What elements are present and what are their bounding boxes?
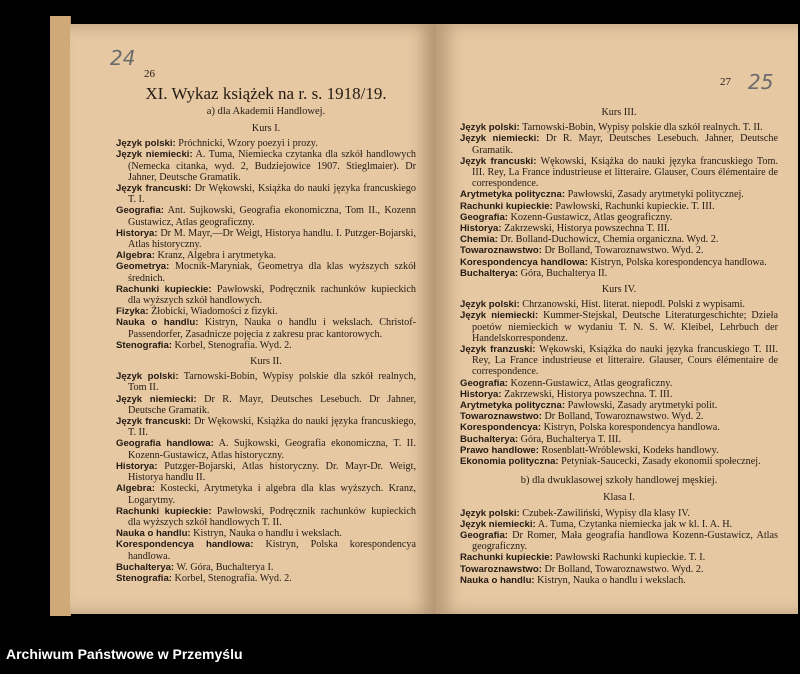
klasa-entry-list: [460, 508, 778, 586]
book-title: Kozenn-Gustawicz, Atlas geograficzny.: [510, 377, 673, 389]
book-title: Czubek-Zawiliński, Wypisy dla klasy IV.: [522, 507, 690, 519]
subject-label: Fizyka:: [116, 306, 149, 318]
subject-label: Język polski:: [116, 138, 176, 150]
subject-label: Język niemiecki:: [460, 133, 540, 145]
book-title: Dr Wękowski, Książka do nauki języka francuskiego T. I.: [128, 183, 416, 206]
subject-label: Towaroznawstwo:: [460, 245, 542, 257]
book-title: Góra, Buchalterya II.: [520, 267, 608, 279]
subject-label: Język franzuski:: [460, 344, 536, 356]
book-entry: [116, 261, 416, 283]
course-heading: Kurs IV.: [601, 284, 637, 296]
book-entry: [460, 530, 778, 552]
book-entry: [116, 205, 416, 227]
subject-label: Geografia handlowa:: [116, 438, 214, 450]
book-entry: [460, 189, 778, 200]
book-scan: [20, 6, 782, 620]
course-heading: Klasa I.: [603, 492, 635, 504]
section-subtitle-b: b) dla dwuklasowej szkoły handlowej męskiej.: [520, 475, 718, 487]
book-title: Dr. Bolland-Duchowicz, Chemia organiczna. Wyd. 2.: [500, 234, 719, 246]
right-course-list: [460, 107, 778, 467]
book-title: Chrzanowski, Hist. literat. niepodl. Polski z wypisami.: [522, 299, 745, 311]
subject-label: Język polski:: [460, 122, 520, 134]
book-entry: [460, 519, 778, 530]
book-title: Żłobicki, Wiadomości z fizyki.: [151, 306, 278, 318]
subject-label: Język niemiecki:: [460, 518, 536, 530]
subject-label: Geografia:: [460, 211, 508, 223]
book-title: Kistryn, Polska korespondencya handlowa.: [543, 422, 720, 434]
subject-label: Geografia:: [116, 205, 164, 217]
book-title: Kistryn, Polska korespondencya handlowa.: [128, 539, 416, 562]
book-entry: [116, 461, 416, 483]
book-title: Tarnowski-Bobin, Wypisy polskie dla szkół realnych. T. II.: [522, 122, 763, 134]
book-entry: [116, 371, 416, 393]
subject-label: Rachunki kupieckie:: [116, 505, 212, 517]
book-entry: [460, 508, 778, 519]
subject-label: Buchalterya:: [460, 433, 519, 445]
book-title: Pawłowski, Zasady arytmetyki polit.: [567, 400, 718, 412]
subject-label: Buchalterya:: [460, 267, 519, 279]
subject-label: Rachunki kupieckie:: [460, 200, 553, 212]
subject-label: Nauka o handlu:: [116, 528, 191, 540]
book-entry: [116, 506, 416, 528]
subject-label: Historya:: [116, 460, 158, 472]
book-title: Dr R. Mayr, Deutsches Lesebuch. Dr Jahner, Deutsche Gramatik.: [128, 393, 416, 416]
book-title: Kranz, Algebra i arytmetyka.: [157, 250, 276, 262]
book-title: A. Sujkowski, Geografia ekonomiczna, T. II. Kozenn-Gustawicz, Atlas historyczny.: [128, 438, 417, 461]
left-page: [70, 24, 436, 614]
book-entry: [460, 411, 778, 422]
subject-label: Algebra:: [116, 250, 155, 262]
subject-label: Prawo handlowe:: [460, 444, 539, 456]
book-entry: [116, 250, 416, 261]
book-title: Korbel, Stenografia. Wyd. 2.: [174, 572, 292, 584]
book-title: Kistryn, Nauka o handlu i wekslach. Christof-Passendorfer, Zasadnicze pojęcia z zakresu prac kantorowych.: [128, 317, 416, 340]
subject-label: Język niemiecki:: [116, 393, 197, 405]
book-entry: [116, 306, 416, 317]
book-entry: [460, 552, 778, 563]
book-entry: [460, 201, 778, 212]
course-heading: Kurs III.: [601, 107, 637, 118]
book-entry: [116, 183, 416, 205]
book-title: Ant. Sujkowski, Geografia ekonomiczna, Tom II., Kozenn Gustawicz, Atlas geograficzny.: [128, 205, 417, 228]
right-page: [436, 24, 798, 614]
page-stack-edge: [50, 16, 71, 616]
book-entry: [116, 539, 416, 561]
book-title: Wękowski, Książka do nauki języka francuskiego Tom. III. Rey, La France industrieuse et litteraire. Glauser, Cours élémentaire de correspondence.: [472, 155, 778, 190]
subject-label: Korespondencya:: [460, 422, 542, 434]
archive-footer: [0, 636, 800, 674]
left-course-list: [116, 123, 416, 584]
book-title: Korbel, Stenografia. Wyd. 2.: [174, 339, 292, 351]
subject-label: Język francuski:: [116, 183, 192, 195]
book-title: Próchnicki, Wzory poezyi i prozy.: [178, 138, 318, 150]
course-heading: Kurs I.: [251, 123, 281, 134]
subject-label: Algebra:: [116, 483, 155, 495]
subject-label: Geometrya:: [116, 261, 170, 273]
subject-label: Chemia:: [460, 234, 498, 246]
subject-label: Historya:: [116, 227, 158, 239]
subject-label: Język francuski:: [460, 155, 537, 167]
handwritten-folio-left: 24: [110, 46, 136, 70]
book-entry: [460, 378, 778, 389]
subject-label: Towaroznawstwo:: [460, 563, 542, 575]
book-title: Pawłowski, Rachunki kupieckie. T. III.: [555, 200, 715, 212]
book-entry: [460, 212, 778, 223]
book-title: Pawłowski, Podręcznik rachunków kupieckich dla wyższych szkół handlowych.: [128, 283, 416, 307]
right-content: [460, 102, 778, 586]
book-entry: [460, 299, 778, 310]
book-title: Rosenblatt-Wróblewski, Kodeks handlowy.: [541, 444, 719, 456]
subject-label: Ekonomia polityczna:: [460, 456, 559, 468]
book-title: W. Góra, Buchalterya I.: [176, 561, 274, 573]
book-title: Dr Romer, Mała geografia handlowa Kozenn-Gustawicz, Atlas geograficzny.: [472, 529, 778, 553]
book-title: Kozenn-Gustawicz, Atlas geograficzny.: [510, 211, 673, 223]
book-entry: [460, 389, 778, 400]
book-title: A. Tuma, Niemiecka czytanka dla szkół handlowych (Nemecka citanka, wyd. 2, Budziejowice 1907. Stieglmaier). Dr Jahner, Deutsche Gramatik.: [128, 149, 416, 183]
book-title: Góra, Buchalterya T. III.: [520, 433, 621, 445]
book-title: Putzger-Bojarski, Atlas historyczny. Dr. Mayr-Dr. Weigt, Historya handlu II.: [128, 460, 416, 484]
book-title: Pawłowski, Podręcznik rachunków kupieckich dla wyższych szkół handlowych T. II.: [128, 505, 416, 528]
subject-label: Korespondencya handlowa:: [460, 256, 588, 268]
book-title: Kostecki, Arytmetyka i algebra dla klas wyższych. Kranz, Logarytmy.: [128, 483, 417, 506]
subject-label: Arytmetyka polityczna:: [460, 400, 566, 412]
book-title: Zakrzewski, Historya powszechna. T. III.: [504, 388, 673, 400]
book-entry: [460, 245, 778, 256]
book-title: Dr Bolland, Towaroznawstwo. Wyd. 2.: [544, 411, 704, 423]
subject-label: Historya:: [460, 223, 502, 235]
book-title: Tarnowski-Bobin, Wypisy polskie dla szkół realnych, Tom II.: [128, 371, 417, 394]
subject-label: Arytmetyka polityczna:: [460, 189, 566, 201]
book-entry: [460, 575, 778, 586]
book-entry: [460, 223, 778, 234]
page-number-left: 26: [144, 68, 155, 80]
subject-label: Język polski:: [460, 299, 520, 311]
left-content: [116, 84, 416, 584]
book-entry: [116, 483, 416, 505]
book-entry: [116, 394, 416, 416]
book-title: Zakrzewski, Historya powszechna T. III.: [504, 223, 670, 235]
section-subtitle-a: a) dla Akademii Handlowej.: [206, 106, 326, 117]
book-entry: [460, 445, 778, 456]
subject-label: Historya:: [460, 388, 502, 400]
subject-label: Stenografia:: [116, 339, 172, 351]
book-title: Kistryn, Nauka o handlu i wekslach.: [193, 528, 342, 540]
book-title: Dr R. Mayr, Deutsches Lesebuch. Jahner, Deutsche Gramatik.: [472, 133, 779, 156]
book-entry: [116, 284, 416, 306]
page-title: XI. Wykaz książek na r. s. 1918/19.: [145, 84, 387, 103]
subject-label: Stenografia:: [116, 572, 172, 584]
book-entry: [460, 268, 778, 279]
subject-label: Geografia:: [460, 377, 508, 389]
subject-label: Język niemiecki:: [460, 310, 539, 322]
book-entry: [460, 133, 778, 155]
book-title: Kistryn, Polska korespondencya handlowa.: [590, 256, 767, 268]
book-entry: [460, 310, 778, 344]
subject-label: Język francuski:: [116, 416, 192, 428]
book-entry: [116, 138, 416, 149]
subject-label: Rachunki kupieckie:: [116, 283, 212, 295]
subject-label: Rachunki kupieckie:: [460, 552, 553, 564]
page-number-right: 27: [720, 76, 731, 88]
handwritten-folio-right: 25: [748, 70, 774, 94]
subject-label: Język polski:: [116, 371, 179, 383]
book-title: Kistryn, Nauka o handlu i wekslach.: [537, 574, 686, 586]
archive-label: Archiwum Państwowe w Przemyślu: [6, 646, 243, 662]
subject-label: Nauka o handlu:: [116, 317, 199, 329]
book-entry: [460, 564, 778, 575]
book-title: Wękowski, Książka do nauki języka francuskiego T. III. Rey, La France industrieuse et litteraire. Glauser, Cours élémentaire de correspondence.: [472, 344, 778, 378]
subject-label: Język niemiecki:: [116, 149, 193, 161]
book-entry: [460, 434, 778, 445]
subject-label: Język polski:: [460, 507, 520, 519]
book-entry: [460, 234, 778, 245]
book-title: Dr Bolland, Towaroznawstwo. Wyd. 2.: [544, 245, 704, 257]
book-entry: [460, 257, 778, 268]
subject-label: Nauka o handlu:: [460, 574, 535, 586]
book-entry: [116, 528, 416, 539]
book-title: A. Tuma, Czytanka niemiecka jak w kl. I. A. H.: [537, 518, 733, 530]
subject-label: Korespondencya handlowa:: [116, 539, 254, 551]
book-title: Pawłowski Rachunki kupieckie. T. I.: [555, 552, 706, 564]
book-entry: [460, 122, 778, 133]
book-title: Mocnik-Maryniak, Geometrya dla klas wyższych szkół średnich.: [128, 261, 416, 284]
book-entry: [116, 438, 416, 460]
book-entry: [116, 562, 416, 573]
book-entry: [460, 400, 778, 411]
book-entry: [116, 573, 416, 584]
book-entry: [460, 156, 778, 190]
book-entry: [116, 416, 416, 438]
book-entry: [116, 340, 416, 351]
subject-label: Buchalterya:: [116, 561, 175, 573]
book-entry: [460, 456, 778, 467]
book-title: Petyniak-Saucecki, Zasady ekonomii społecznej.: [561, 456, 761, 468]
book-title: Dr M. Mayr,—Dr Weigt, Historya handlu. I. Putzger-Bojarski, Atlas historyczny.: [128, 227, 417, 251]
book-entry: [116, 317, 416, 339]
book-title: Dr Wękowski, Książka do nauki języka francuskiego, T. II.: [128, 416, 417, 439]
book-entry: [116, 228, 416, 250]
course-heading: Kurs II.: [250, 356, 282, 368]
subject-label: Towaroznawstwo:: [460, 411, 542, 423]
book-title: Kummer-Stejskal, Deutsche Literaturgeschichte; Dzieła poetów niemieckich w wydaniu T. N. S. W. Kleibel, Lehrbuch der Handelskorrespondenz.: [472, 310, 778, 344]
subject-label: Geografia:: [460, 529, 508, 541]
book-title: Pawłowski, Zasady arytmetyki politycznej.: [567, 189, 744, 201]
book-entry: [460, 422, 778, 433]
book-title: Dr Bolland, Towaroznawstwo. Wyd. 2.: [544, 563, 704, 575]
book-entry: [460, 344, 778, 378]
book-entry: [116, 149, 416, 183]
